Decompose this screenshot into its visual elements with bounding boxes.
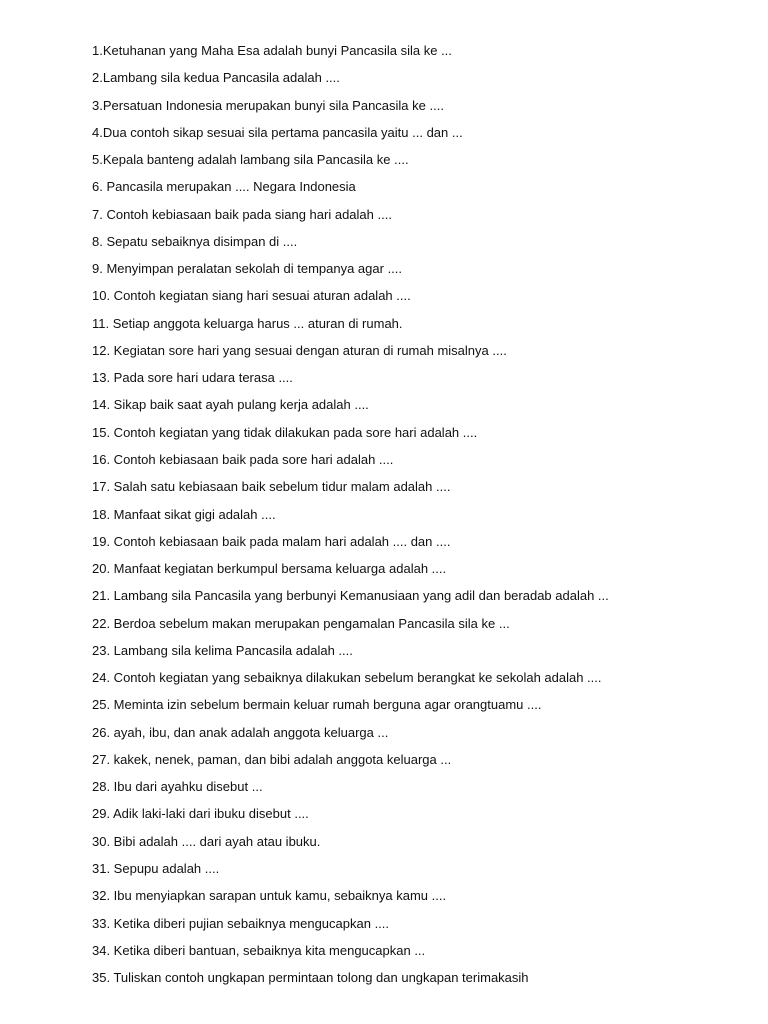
question-item: 32. Ibu menyiapkan sarapan untuk kamu, sebaiknya kamu ....	[92, 888, 447, 904]
question-item: 16. Contoh kebiasaan baik pada sore hari adalah ....	[92, 451, 394, 467]
question-item: 24. Contoh kegiatan yang sebaiknya dilakukan sebelum berangkat ke sekolah adalah ....	[92, 670, 602, 686]
question-item: 30. Bibi adalah .... dari ayah atau ibuku.	[92, 833, 321, 849]
question-item: 6. Pancasila merupakan .... Negara Indonesia	[92, 179, 356, 195]
question-item: 17. Salah satu kebiasaan baik sebelum tidur malam adalah ....	[92, 479, 451, 495]
question-list	[92, 40, 752, 994]
question-item: 28. Ibu dari ayahku disebut ...	[92, 779, 263, 795]
question-item: 35. Tuliskan contoh ungkapan permintaan tolong dan ungkapan terimakasih	[92, 970, 529, 986]
question-item: 20. Manfaat kegiatan berkumpul bersama keluarga adalah ....	[92, 561, 447, 577]
question-item: 31. Sepupu adalah ....	[92, 860, 220, 876]
question-item: 9. Menyimpan peralatan sekolah di tempanya agar ....	[92, 261, 403, 277]
question-item: 18. Manfaat sikat gigi adalah ....	[92, 506, 276, 522]
question-item: 15. Contoh kegiatan yang tidak dilakukan pada sore hari adalah ....	[92, 424, 478, 440]
question-item: 1.Ketuhanan yang Maha Esa adalah bunyi Pancasila sila ke ...	[92, 43, 452, 58]
question-item: 34. Ketika diberi bantuan, sebaiknya kita mengucapkan ...	[92, 942, 426, 958]
question-item: 25. Meminta izin sebelum bermain keluar rumah berguna agar orangtuamu ....	[92, 697, 542, 713]
question-item: 12. Kegiatan sore hari yang sesuai dengan aturan di rumah misalnya ....	[92, 342, 507, 358]
question-item: 8. Sepatu sebaiknya disimpan di ....	[92, 233, 298, 249]
question-item: 4.Dua contoh sikap sesuai sila pertama pancasila yaitu ... dan ...	[92, 124, 463, 140]
question-item: 23. Lambang sila kelima Pancasila adalah ....	[92, 642, 353, 658]
question-item: 3.Persatuan Indonesia merupakan bunyi sila Pancasila ke ....	[92, 97, 444, 113]
question-item: 22. Berdoa sebelum makan merupakan pengamalan Pancasila sila ke ...	[92, 615, 510, 631]
question-item: 11. Setiap anggota keluarga harus ... aturan di rumah.	[92, 315, 403, 331]
question-item: 14. Sikap baik saat ayah pulang kerja adalah ....	[92, 397, 369, 413]
question-item: 7. Contoh kebiasaan baik pada siang hari adalah ....	[92, 206, 392, 222]
question-item: 27. kakek, nenek, paman, dan bibi adalah anggota keluarga ...	[92, 751, 452, 767]
question-item: 21. Lambang sila Pancasila yang berbunyi Kemanusiaan yang adil dan beradab adalah ...	[92, 588, 609, 604]
question-item: 5.Kepala banteng adalah lambang sila Pancasila ke ....	[92, 152, 409, 168]
question-item: 29. Adik laki-laki dari ibuku disebut ....	[92, 806, 309, 822]
question-item: 33. Ketika diberi pujian sebaiknya mengucapkan ....	[92, 915, 390, 931]
question-item: 2.Lambang sila kedua Pancasila adalah ....	[92, 70, 340, 86]
question-item: 19. Contoh kebiasaan baik pada malam hari adalah .... dan ....	[92, 533, 451, 549]
question-item: 13. Pada sore hari udara terasa ....	[92, 370, 293, 386]
question-item: 26. ayah, ibu, dan anak adalah anggota keluarga ...	[92, 724, 389, 740]
question-item: 10. Contoh kegiatan siang hari sesuai aturan adalah ....	[92, 288, 411, 304]
